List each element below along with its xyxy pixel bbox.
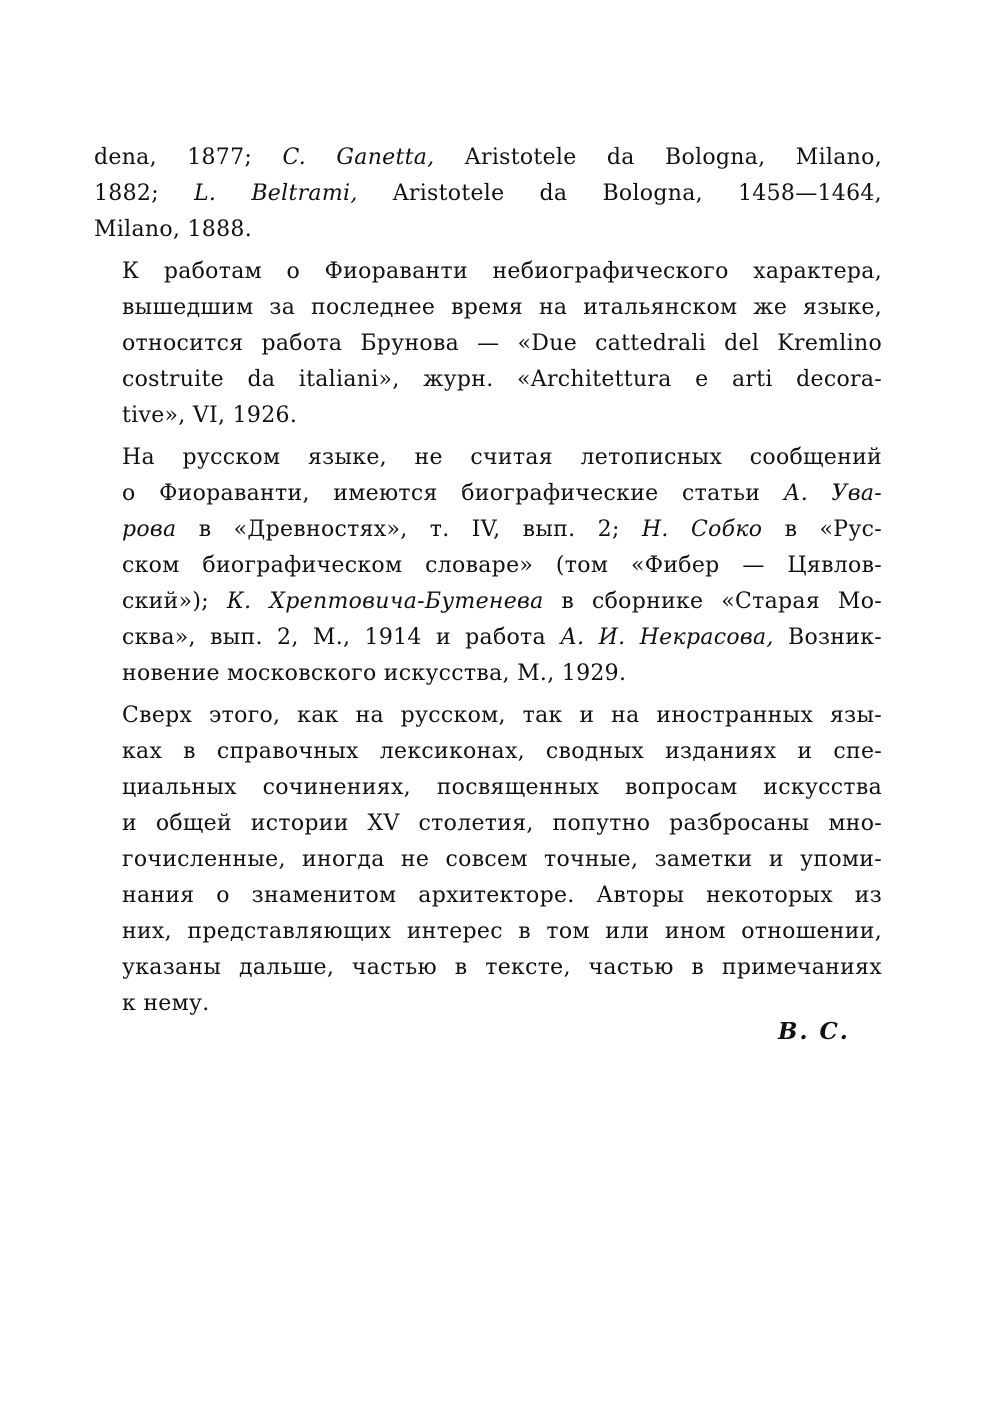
text-run: сква», вып. 2, М., 1914 и работа [122, 625, 561, 650]
text-line [94, 512, 882, 548]
document-body [94, 140, 882, 1022]
text-run: Aristotele da Bologna, 1458—1464, [357, 181, 882, 206]
text-line: ском биографическом словаре» (том «Фибер — Цявлов- [122, 553, 882, 578]
text-line: гочисленные, иногда не совсем точные, заметки и упоми- [122, 847, 882, 872]
author-name: К. Хрептовича-Бутенева [226, 589, 544, 614]
text-line: указаны дальше, частью в тексте, частью в примечаниях [122, 955, 882, 980]
text-run: 1882; [94, 181, 195, 206]
text-line: costruite da italiani», журн. «Architettura e arti decora- [122, 367, 882, 392]
text-line [94, 176, 882, 212]
author-name: C. Ganetta, [282, 145, 435, 170]
text-line: tive», VI, 1926. [122, 403, 298, 428]
author-signature: В. С. [778, 1018, 850, 1045]
author-name: Н. Собко [641, 517, 763, 542]
text-line: к нему. [122, 991, 210, 1016]
text-line: и общей истории XV столетия, попутно разбросаны мно- [122, 811, 882, 836]
author-name: А. И. Некрасова, [560, 625, 774, 650]
text-line: новение московского искусства, М., 1929. [122, 661, 627, 686]
text-line: нания о знаменитом архитекторе. Авторы некоторых из [122, 883, 882, 908]
paragraph-non-biographical-works [94, 254, 882, 434]
text-line: ках в справочных лексиконах, сводных изданиях и спе- [122, 739, 882, 764]
text-run: Возник- [773, 625, 882, 650]
text-run: Aristotele da Bologna, Milano, [434, 145, 882, 170]
text-line: К работам о Фиораванти небиографического характера, [122, 259, 882, 284]
paragraph-bibliography-continued [94, 140, 882, 248]
text-line: относится работа Брунова — «Due cattedrali del Kremlino [122, 331, 882, 356]
text-run: dena, 1877; [94, 145, 283, 170]
text-line [94, 140, 882, 176]
text-run: в «Рус- [762, 517, 882, 542]
text-run: в сборнике «Старая Мо- [543, 589, 883, 614]
text-line [94, 620, 882, 656]
text-run: ский»); [122, 589, 227, 614]
text-line: них, представляющих интерес в том или ином отношении, [122, 919, 882, 944]
paragraph-russian-sources [94, 440, 882, 692]
author-name: L. Beltrami, [194, 181, 358, 206]
text-line [94, 476, 882, 512]
text-line: вышедшим за последнее время на итальянском же языке, [122, 295, 882, 320]
paragraph-scattered-mentions [94, 698, 882, 1022]
text-line: Milano, 1888. [94, 217, 252, 242]
text-line [94, 584, 882, 620]
text-line: Сверх этого, как на русском, так и на иностранных язы- [122, 703, 882, 728]
text-line: На русском языке, не считая летописных сообщений [122, 445, 882, 470]
text-run: в «Древностях», т. IV, вып. 2; [176, 517, 642, 542]
author-name: А. Ува- [783, 481, 882, 506]
text-line: циальных сочинениях, посвященных вопросам искусства [122, 775, 882, 800]
text-run: о Фиораванти, имеются биографические статьи [122, 481, 784, 506]
author-name: рова [122, 517, 177, 542]
